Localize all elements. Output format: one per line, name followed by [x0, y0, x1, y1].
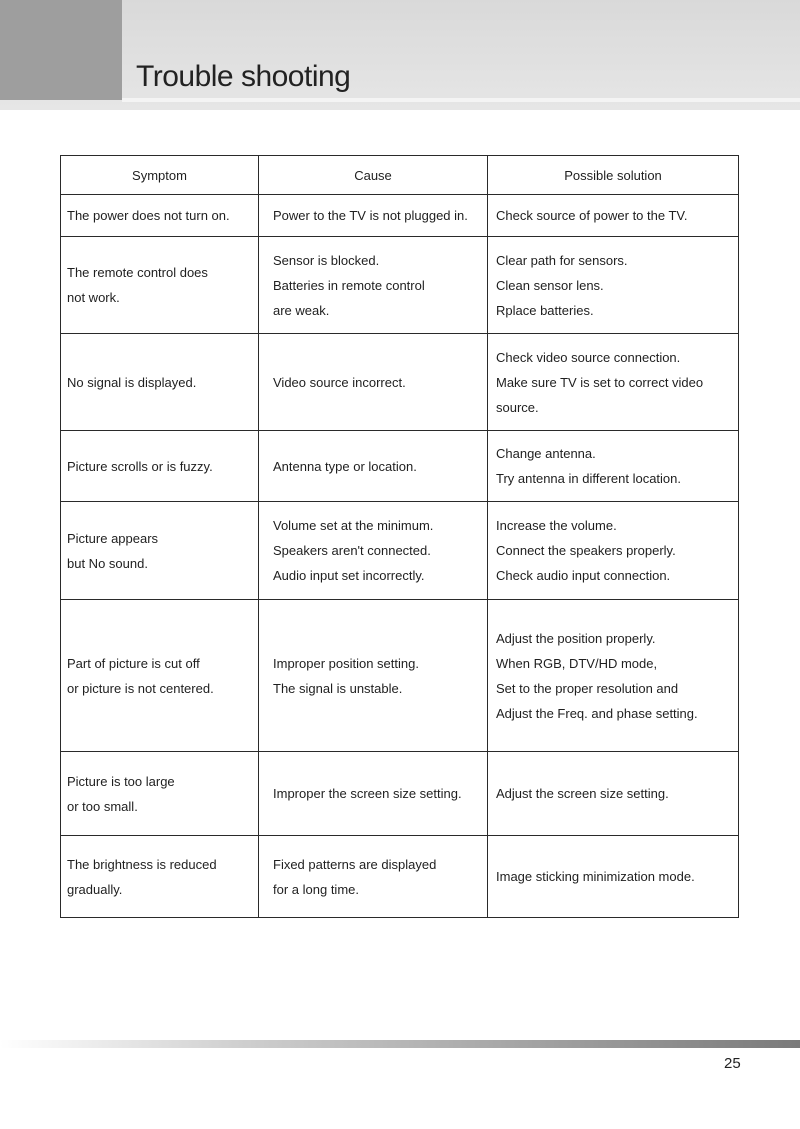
symptom-cell	[61, 752, 259, 836]
table-row	[61, 334, 739, 431]
header-accent-block	[0, 0, 122, 100]
cell-line: Picture scrolls or is fuzzy.	[67, 458, 213, 474]
table-row	[61, 752, 739, 836]
table-row	[61, 195, 739, 237]
symptom-cell	[61, 600, 259, 752]
cell-line: but No sound.	[67, 555, 148, 571]
cell-line: Video source incorrect.	[273, 374, 406, 390]
cell-line: Check video source connection.	[496, 349, 681, 365]
cell-line: Improper position setting.	[273, 655, 419, 671]
cell-line: Image sticking minimization mode.	[496, 869, 695, 884]
symptom-cell	[61, 431, 259, 502]
cause-cell	[259, 431, 488, 502]
solution-cell	[488, 502, 739, 600]
cell-line: Clear path for sensors.	[496, 252, 628, 268]
cell-line: Adjust the position properly.	[496, 630, 656, 646]
cell-line: source.	[496, 399, 539, 415]
cell-line: Picture appears	[67, 530, 159, 546]
cell-line: Antenna type or location.	[273, 458, 417, 474]
cell-line: for a long time.	[273, 881, 359, 897]
solution-cell	[488, 237, 739, 334]
cell-line: Clean sensor lens.	[496, 277, 604, 293]
footer-gradient-bar	[0, 1040, 800, 1048]
table-row	[61, 237, 739, 334]
page-number: 25	[724, 1055, 741, 1072]
symptom-cell	[61, 836, 259, 918]
cell-line: Rplace batteries.	[496, 302, 594, 318]
cause-cell	[259, 752, 488, 836]
page-title: Trouble shooting	[136, 60, 351, 93]
cell-line: gradually.	[67, 881, 123, 897]
cell-line: Change antenna.	[496, 446, 596, 461]
cell-line: Audio input set incorrectly.	[273, 568, 425, 583]
cell-line: No signal is displayed.	[67, 374, 197, 390]
cell-line: Speakers aren't connected.	[273, 543, 431, 558]
cause-cell	[259, 836, 488, 918]
header-divider	[122, 98, 800, 102]
table-header-row	[61, 156, 739, 195]
cell-line: Connect the speakers properly.	[496, 543, 676, 558]
cell-line: The signal is unstable.	[273, 680, 403, 696]
cell-line: Adjust the Freq. and phase setting.	[496, 705, 698, 721]
cell-line: Try antenna in different location.	[496, 471, 682, 486]
solution-cell	[488, 836, 739, 918]
cell-line: Check audio input connection.	[496, 568, 671, 583]
cell-line: not work.	[67, 290, 120, 305]
solution-cell	[488, 752, 739, 836]
cell-line: Adjust the screen size setting.	[496, 786, 669, 801]
cell-line: The power does not turn on.	[67, 208, 230, 223]
cell-line: The remote control does	[67, 265, 208, 280]
cell-line: Make sure TV is set to correct video	[496, 374, 704, 390]
solution-cell	[488, 431, 739, 502]
cell-line: When RGB, DTV/HD mode,	[496, 655, 658, 671]
column-header-symptom: Symptom	[61, 156, 259, 195]
column-header-cause: Cause	[259, 156, 488, 195]
cause-cell	[259, 195, 488, 237]
solution-cell	[488, 334, 739, 431]
symptom-cell	[61, 195, 259, 237]
troubleshooting-table-container	[60, 155, 739, 918]
troubleshooting-table	[60, 155, 739, 918]
cause-cell	[259, 502, 488, 600]
cell-line: Power to the TV is not plugged in.	[273, 208, 468, 223]
cell-line: Batteries in remote control	[273, 277, 425, 293]
cell-line: Picture is too large	[67, 773, 175, 789]
cell-line: are weak.	[273, 302, 330, 318]
solution-cell	[488, 600, 739, 752]
solution-cell	[488, 195, 739, 237]
cell-line: Part of picture is cut off	[67, 655, 200, 671]
cell-line: Set to the proper resolution and	[496, 680, 679, 696]
cell-line: Fixed patterns are displayed	[273, 856, 437, 872]
cell-line: Increase the volume.	[496, 518, 617, 533]
cause-cell	[259, 334, 488, 431]
cell-line: or too small.	[67, 798, 138, 814]
table-row	[61, 502, 739, 600]
cell-line: or picture is not centered.	[67, 680, 214, 696]
column-header-solution: Possible solution	[488, 156, 739, 195]
cell-line: Volume set at the minimum.	[273, 518, 434, 533]
cell-line: The brightness is reduced	[67, 856, 217, 872]
symptom-cell	[61, 502, 259, 600]
cell-line: Sensor is blocked.	[273, 252, 380, 268]
symptom-cell	[61, 334, 259, 431]
table-row	[61, 431, 739, 502]
cause-cell	[259, 600, 488, 752]
table-row	[61, 836, 739, 918]
cell-line: Improper the screen size setting.	[273, 786, 462, 801]
symptom-cell	[61, 237, 259, 334]
cell-line: Check source of power to the TV.	[496, 208, 688, 223]
table-row	[61, 600, 739, 752]
cause-cell	[259, 237, 488, 334]
